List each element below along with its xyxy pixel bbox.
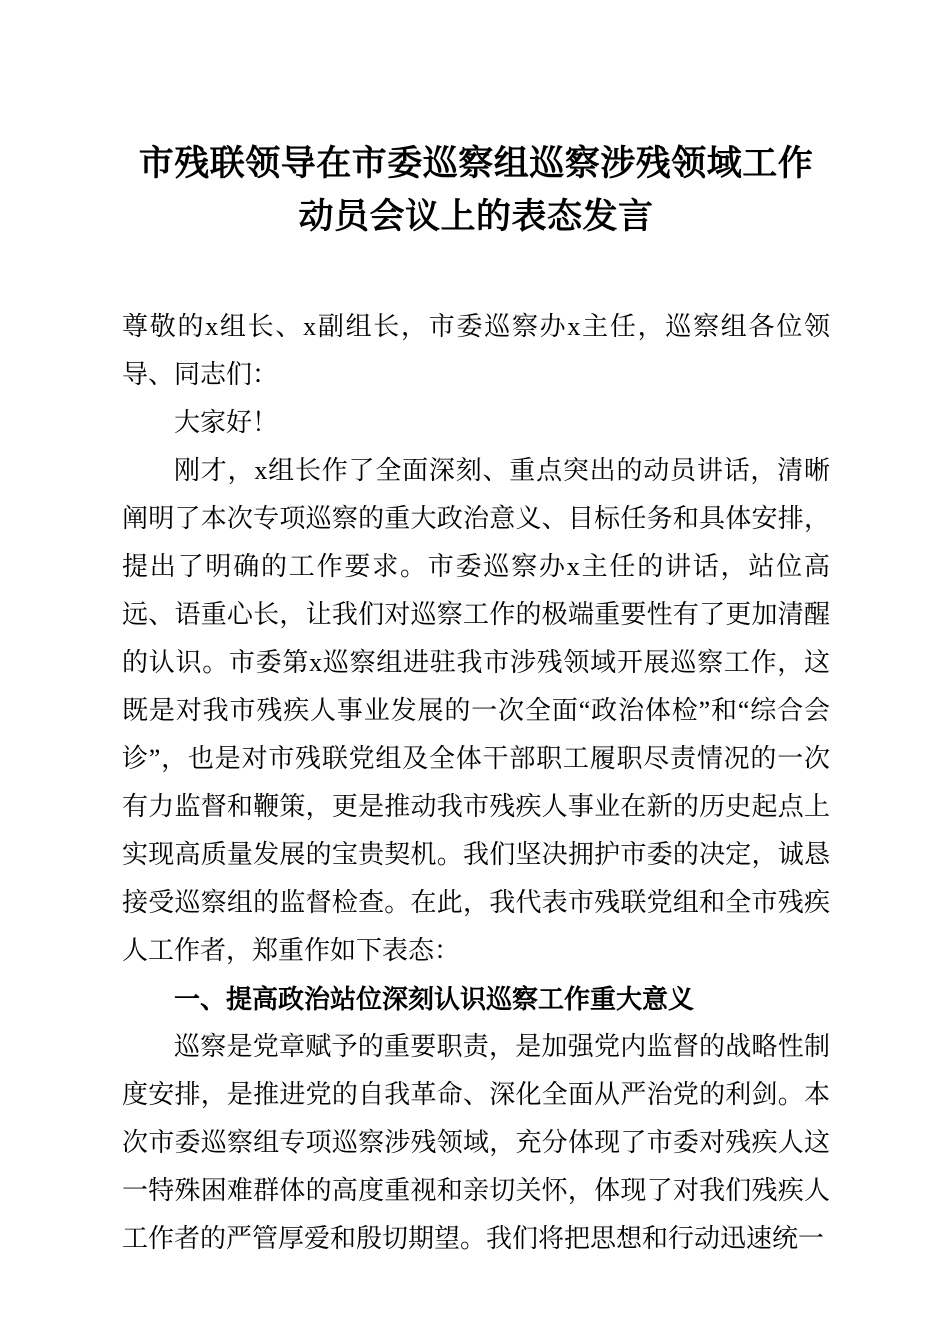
section-heading-1: 一、提高政治站位深刻认识巡察工作重大意义 (174, 984, 695, 1014)
paragraph-body-2: 巡察是党章赋予的重要职责，是加强党内监督的战略性制度安排，是推进党的自我革命、深化全面从严治党的利剑。本次市委巡察组专项巡察涉残领域，充分体现了市委对残疾人这一特殊困难群体的高度重视和亲切关怀，体现了对我们残疾人工作者的严管厚爱和殷切期望。我们将把思想和行动迅速统一 (122, 1032, 830, 1253)
paragraph-body-1: 刚才，x组长作了全面深刻、重点突出的动员讲话，清晰阐明了本次专项巡察的重大政治意义、目标任务和具体安排，提出了明确的工作要求。市委巡察办x主任的讲话，站位高远、语重心长，让我们对巡察工作的极端重要性有了更加清醒的认识。市委第x巡察组进驻我市涉残领域开展巡察工作，这既是对我市残疾人事业发展的一次全面“政治体检”和“综合会诊”，也是对市残联党组及全体干部职工履职尽责情况的一次有力监督和鞭策，更是推动我市残疾人事业在新的历史起点上实现高质量发展的宝贵契机。我们坚决拥护市委的决定，诚恳接受巡察组的监督检查。在此，我代表市残联党组和全市残疾人工作者，郑重作如下表态： (122, 456, 830, 965)
document-title: 市残联领导在市委巡察组巡察涉残领域工作动员会议上的表态发言 (138, 144, 814, 236)
paragraph-salutation: 尊敬的x组长、x副组长，市委巡察办x主任，巡察组各位领导、同志们： (122, 312, 830, 389)
paragraph-greeting: 大家好！ (174, 408, 279, 437)
